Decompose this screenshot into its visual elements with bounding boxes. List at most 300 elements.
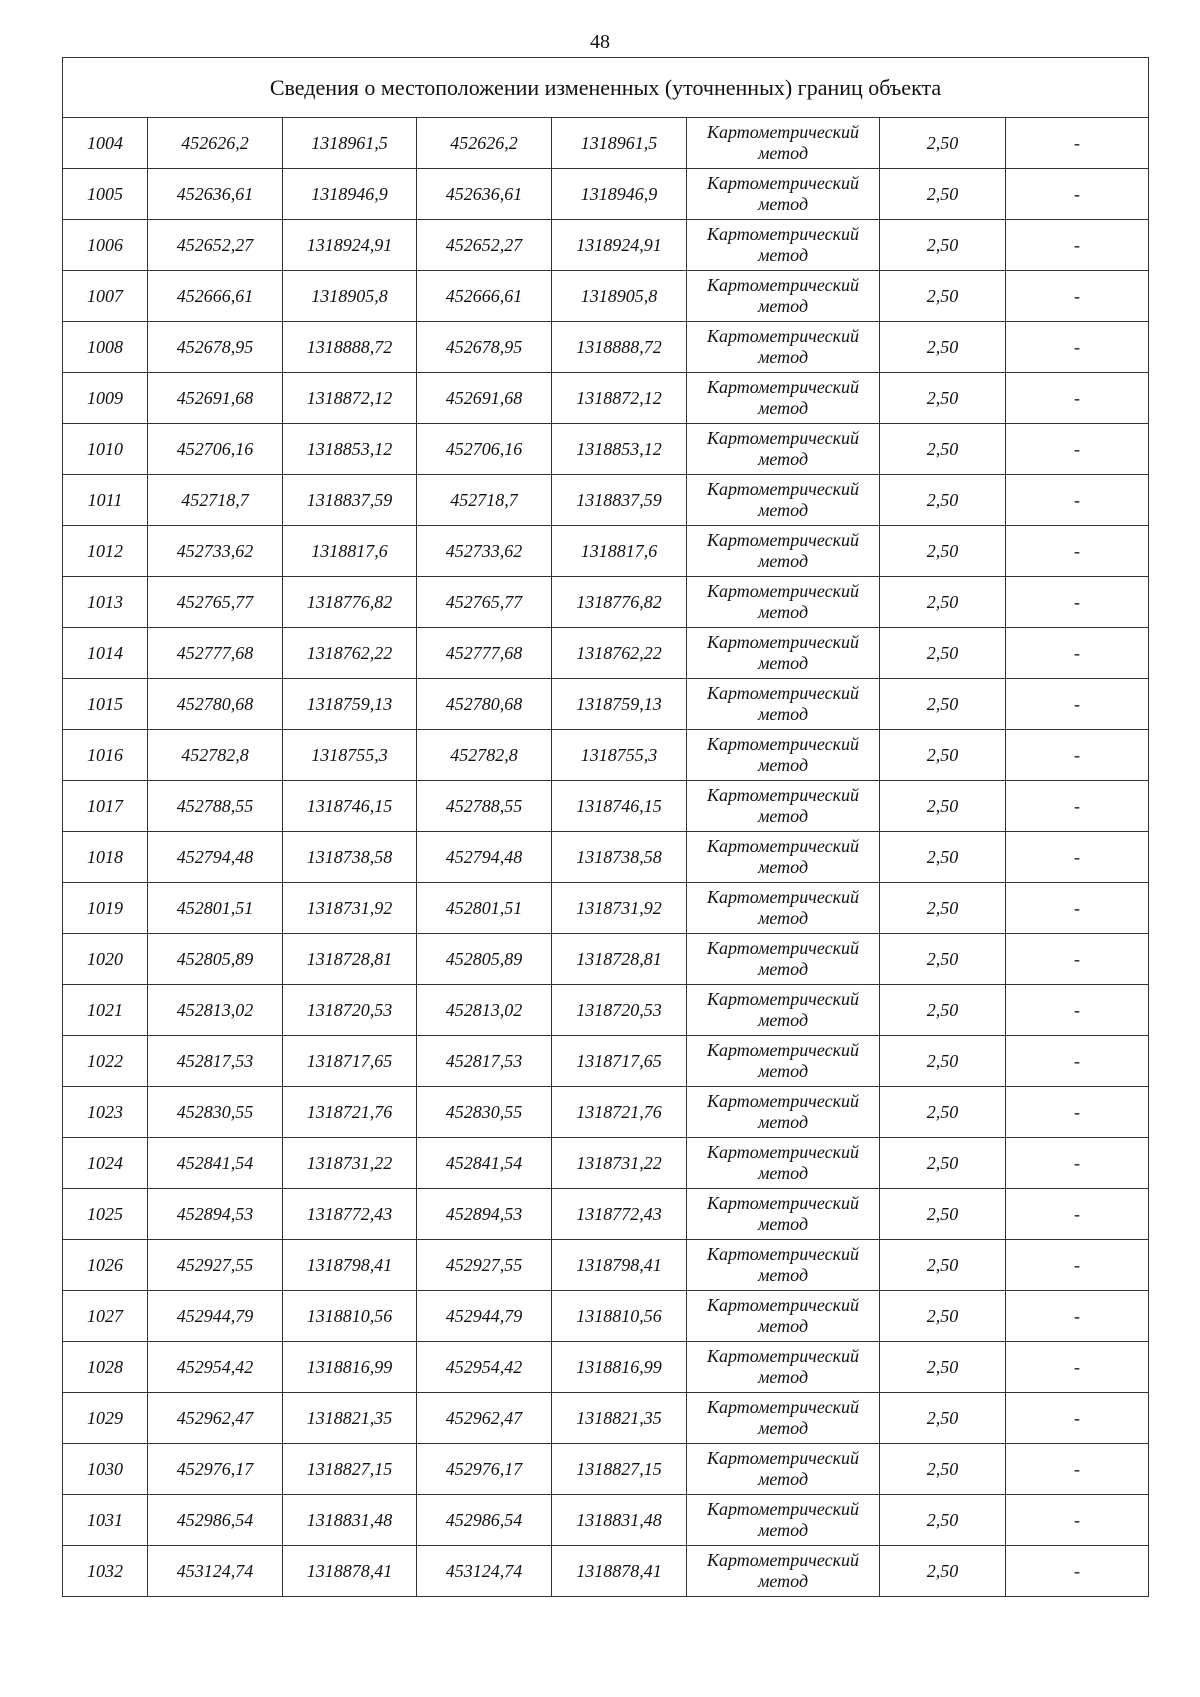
accuracy-cell: 2,50: [880, 679, 1006, 730]
y-new-cell: 1318946,9: [552, 169, 687, 220]
table-row: [63, 1138, 1149, 1189]
y-old-cell: 1318888,72: [283, 322, 417, 373]
x-old-cell: 452986,54: [148, 1495, 283, 1546]
x-new-cell: 452780,68: [417, 679, 552, 730]
x-old-cell: 452962,47: [148, 1393, 283, 1444]
y-old-cell: 1318720,53: [283, 985, 417, 1036]
method-cell: [687, 1495, 880, 1546]
point-number-cell: 1005: [63, 169, 148, 220]
table-row: [63, 1291, 1149, 1342]
method-cell: [687, 1546, 880, 1597]
x-old-cell: 452894,53: [148, 1189, 283, 1240]
table-row: [63, 781, 1149, 832]
x-old-cell: 452801,51: [148, 883, 283, 934]
y-old-cell: 1318817,6: [283, 526, 417, 577]
accuracy-cell: 2,50: [880, 832, 1006, 883]
table-row: [63, 424, 1149, 475]
note-cell: -: [1006, 1546, 1149, 1597]
method-cell: [687, 985, 880, 1036]
method-cell: [687, 883, 880, 934]
note-cell: -: [1006, 1444, 1149, 1495]
method-line-1: Картометрический: [706, 989, 859, 1009]
method-line-1: Картометрический: [706, 122, 859, 142]
x-new-cell: 452678,95: [417, 322, 552, 373]
method-cell: [687, 1444, 880, 1495]
method-cell: [687, 730, 880, 781]
point-number-cell: 1020: [63, 934, 148, 985]
note-cell: -: [1006, 1240, 1149, 1291]
method-line-2: метод: [757, 704, 809, 724]
x-new-cell: 452733,62: [417, 526, 552, 577]
accuracy-cell: 2,50: [880, 1495, 1006, 1546]
x-new-cell: 452782,8: [417, 730, 552, 781]
note-cell: -: [1006, 1087, 1149, 1138]
method-line-2: метод: [757, 1571, 809, 1591]
x-new-cell: 452636,61: [417, 169, 552, 220]
table-row: [63, 730, 1149, 781]
table-row: [63, 1087, 1149, 1138]
y-new-cell: 1318720,53: [552, 985, 687, 1036]
note-cell: -: [1006, 1138, 1149, 1189]
method-line-2: метод: [757, 653, 809, 673]
table-title: Сведения о местоположении измененных (уточненных) границ объекта: [63, 58, 1149, 118]
point-number-cell: 1022: [63, 1036, 148, 1087]
point-number-cell: 1008: [63, 322, 148, 373]
method-cell: [687, 373, 880, 424]
method-line-2: метод: [757, 806, 809, 826]
y-old-cell: 1318776,82: [283, 577, 417, 628]
method-line-1: Картометрический: [706, 1244, 859, 1264]
method-line-1: Картометрический: [706, 785, 859, 805]
x-old-cell: 452706,16: [148, 424, 283, 475]
table-row: [63, 526, 1149, 577]
y-old-cell: 1318717,65: [283, 1036, 417, 1087]
x-new-cell: 452691,68: [417, 373, 552, 424]
x-new-cell: 452927,55: [417, 1240, 552, 1291]
x-old-cell: 452805,89: [148, 934, 283, 985]
x-new-cell: 452976,17: [417, 1444, 552, 1495]
y-new-cell: 1318872,12: [552, 373, 687, 424]
method-line-1: Картометрический: [706, 530, 859, 550]
note-cell: -: [1006, 169, 1149, 220]
point-number-cell: 1007: [63, 271, 148, 322]
point-number-cell: 1019: [63, 883, 148, 934]
method-line-1: Картометрический: [706, 581, 859, 601]
method-line-2: метод: [757, 143, 809, 163]
point-number-cell: 1026: [63, 1240, 148, 1291]
accuracy-cell: 2,50: [880, 526, 1006, 577]
y-new-cell: 1318837,59: [552, 475, 687, 526]
method-line-1: Картометрический: [706, 1295, 859, 1315]
table-row: [63, 1444, 1149, 1495]
x-old-cell: 452777,68: [148, 628, 283, 679]
accuracy-cell: 2,50: [880, 934, 1006, 985]
x-old-cell: 452788,55: [148, 781, 283, 832]
y-new-cell: 1318728,81: [552, 934, 687, 985]
point-number-cell: 1028: [63, 1342, 148, 1393]
method-cell: [687, 1189, 880, 1240]
y-new-cell: 1318817,6: [552, 526, 687, 577]
point-number-cell: 1029: [63, 1393, 148, 1444]
x-new-cell: 452666,61: [417, 271, 552, 322]
method-cell: [687, 832, 880, 883]
y-new-cell: 1318924,91: [552, 220, 687, 271]
y-old-cell: 1318798,41: [283, 1240, 417, 1291]
y-old-cell: 1318878,41: [283, 1546, 417, 1597]
table-header-row: [63, 58, 1149, 118]
x-new-cell: 452788,55: [417, 781, 552, 832]
x-new-cell: 452954,42: [417, 1342, 552, 1393]
method-line-1: Картометрический: [706, 1499, 859, 1519]
x-old-cell: 452652,27: [148, 220, 283, 271]
note-cell: -: [1006, 1495, 1149, 1546]
method-line-1: Картометрический: [706, 632, 859, 652]
note-cell: -: [1006, 1393, 1149, 1444]
table-row: [63, 934, 1149, 985]
y-new-cell: 1318905,8: [552, 271, 687, 322]
note-cell: -: [1006, 322, 1149, 373]
note-cell: -: [1006, 373, 1149, 424]
point-number-cell: 1011: [63, 475, 148, 526]
table-row: [63, 1240, 1149, 1291]
note-cell: -: [1006, 118, 1149, 169]
accuracy-cell: 2,50: [880, 373, 1006, 424]
point-number-cell: 1012: [63, 526, 148, 577]
accuracy-cell: 2,50: [880, 1291, 1006, 1342]
method-line-2: метод: [757, 1520, 809, 1540]
method-line-1: Картометрический: [706, 887, 859, 907]
method-line-1: Картометрический: [706, 734, 859, 754]
point-number-cell: 1017: [63, 781, 148, 832]
note-cell: -: [1006, 832, 1149, 883]
y-new-cell: 1318831,48: [552, 1495, 687, 1546]
y-new-cell: 1318721,76: [552, 1087, 687, 1138]
note-cell: -: [1006, 1291, 1149, 1342]
x-new-cell: 453124,74: [417, 1546, 552, 1597]
accuracy-cell: 2,50: [880, 1444, 1006, 1495]
method-line-2: метод: [757, 1112, 809, 1132]
y-new-cell: 1318888,72: [552, 322, 687, 373]
note-cell: -: [1006, 577, 1149, 628]
note-cell: -: [1006, 985, 1149, 1036]
note-cell: -: [1006, 526, 1149, 577]
method-cell: [687, 526, 880, 577]
accuracy-cell: 2,50: [880, 628, 1006, 679]
note-cell: -: [1006, 475, 1149, 526]
method-line-1: Картометрический: [706, 938, 859, 958]
note-cell: -: [1006, 1036, 1149, 1087]
y-old-cell: 1318827,15: [283, 1444, 417, 1495]
method-line-2: метод: [757, 551, 809, 571]
x-new-cell: 452765,77: [417, 577, 552, 628]
method-line-2: метод: [757, 1469, 809, 1489]
table-row: [63, 628, 1149, 679]
method-cell: [687, 1291, 880, 1342]
y-old-cell: 1318738,58: [283, 832, 417, 883]
table-row: [63, 883, 1149, 934]
y-old-cell: 1318772,43: [283, 1189, 417, 1240]
method-cell: [687, 220, 880, 271]
y-new-cell: 1318717,65: [552, 1036, 687, 1087]
accuracy-cell: 2,50: [880, 1036, 1006, 1087]
table-row: [63, 1189, 1149, 1240]
x-new-cell: 452718,7: [417, 475, 552, 526]
x-new-cell: 452794,48: [417, 832, 552, 883]
accuracy-cell: 2,50: [880, 985, 1006, 1036]
method-cell: [687, 577, 880, 628]
accuracy-cell: 2,50: [880, 424, 1006, 475]
x-new-cell: 452626,2: [417, 118, 552, 169]
table-row: [63, 1342, 1149, 1393]
accuracy-cell: 2,50: [880, 118, 1006, 169]
point-number-cell: 1016: [63, 730, 148, 781]
y-old-cell: 1318853,12: [283, 424, 417, 475]
accuracy-cell: 2,50: [880, 1393, 1006, 1444]
x-old-cell: 452976,17: [148, 1444, 283, 1495]
point-number-cell: 1010: [63, 424, 148, 475]
x-old-cell: 452954,42: [148, 1342, 283, 1393]
x-old-cell: 452794,48: [148, 832, 283, 883]
page-number: 48: [590, 31, 610, 53]
accuracy-cell: 2,50: [880, 1342, 1006, 1393]
x-new-cell: 452777,68: [417, 628, 552, 679]
y-new-cell: 1318878,41: [552, 1546, 687, 1597]
table-row: [63, 271, 1149, 322]
accuracy-cell: 2,50: [880, 220, 1006, 271]
method-line-2: метод: [757, 1367, 809, 1387]
y-new-cell: 1318816,99: [552, 1342, 687, 1393]
accuracy-cell: 2,50: [880, 322, 1006, 373]
point-number-cell: 1006: [63, 220, 148, 271]
table-row: [63, 1393, 1149, 1444]
method-cell: [687, 424, 880, 475]
x-new-cell: 452813,02: [417, 985, 552, 1036]
table-row: [63, 577, 1149, 628]
y-old-cell: 1318837,59: [283, 475, 417, 526]
point-number-cell: 1023: [63, 1087, 148, 1138]
y-old-cell: 1318762,22: [283, 628, 417, 679]
note-cell: -: [1006, 883, 1149, 934]
x-old-cell: 452718,7: [148, 475, 283, 526]
method-line-2: метод: [757, 755, 809, 775]
method-line-1: Картометрический: [706, 1448, 859, 1468]
x-old-cell: 452830,55: [148, 1087, 283, 1138]
method-line-2: метод: [757, 194, 809, 214]
x-new-cell: 452944,79: [417, 1291, 552, 1342]
method-line-1: Картометрический: [706, 326, 859, 346]
method-line-2: метод: [757, 500, 809, 520]
y-old-cell: 1318728,81: [283, 934, 417, 985]
y-new-cell: 1318731,22: [552, 1138, 687, 1189]
table-row: [63, 1546, 1149, 1597]
table-row: [63, 1495, 1149, 1546]
y-new-cell: 1318961,5: [552, 118, 687, 169]
accuracy-cell: 2,50: [880, 1087, 1006, 1138]
table-row: [63, 832, 1149, 883]
method-line-1: Картометрический: [706, 1550, 859, 1570]
point-number-cell: 1021: [63, 985, 148, 1036]
point-number-cell: 1024: [63, 1138, 148, 1189]
method-line-2: метод: [757, 602, 809, 622]
table-row: [63, 220, 1149, 271]
method-line-1: Картометрический: [706, 1346, 859, 1366]
method-cell: [687, 1393, 880, 1444]
note-cell: -: [1006, 1342, 1149, 1393]
y-new-cell: 1318827,15: [552, 1444, 687, 1495]
method-cell: [687, 169, 880, 220]
x-old-cell: 452666,61: [148, 271, 283, 322]
method-cell: [687, 1138, 880, 1189]
y-old-cell: 1318831,48: [283, 1495, 417, 1546]
x-old-cell: 452927,55: [148, 1240, 283, 1291]
point-number-cell: 1031: [63, 1495, 148, 1546]
method-cell: [687, 118, 880, 169]
point-number-cell: 1009: [63, 373, 148, 424]
point-number-cell: 1027: [63, 1291, 148, 1342]
x-old-cell: 452626,2: [148, 118, 283, 169]
method-line-2: метод: [757, 347, 809, 367]
x-old-cell: 452817,53: [148, 1036, 283, 1087]
table-row: [63, 118, 1149, 169]
x-old-cell: 452944,79: [148, 1291, 283, 1342]
y-old-cell: 1318731,92: [283, 883, 417, 934]
method-line-2: метод: [757, 1010, 809, 1030]
accuracy-cell: 2,50: [880, 781, 1006, 832]
x-new-cell: 452801,51: [417, 883, 552, 934]
method-cell: [687, 1036, 880, 1087]
method-cell: [687, 628, 880, 679]
y-new-cell: 1318746,15: [552, 781, 687, 832]
x-new-cell: 452962,47: [417, 1393, 552, 1444]
note-cell: -: [1006, 271, 1149, 322]
table-row: [63, 169, 1149, 220]
point-number-cell: 1032: [63, 1546, 148, 1597]
method-line-1: Картометрический: [706, 1091, 859, 1111]
method-line-1: Картометрический: [706, 836, 859, 856]
x-new-cell: 452841,54: [417, 1138, 552, 1189]
method-line-1: Картометрический: [706, 428, 859, 448]
y-new-cell: 1318738,58: [552, 832, 687, 883]
x-new-cell: 452652,27: [417, 220, 552, 271]
method-line-1: Картометрический: [706, 224, 859, 244]
method-line-2: метод: [757, 1265, 809, 1285]
x-old-cell: 452733,62: [148, 526, 283, 577]
method-cell: [687, 475, 880, 526]
accuracy-cell: 2,50: [880, 730, 1006, 781]
table-row: [63, 373, 1149, 424]
note-cell: -: [1006, 220, 1149, 271]
accuracy-cell: 2,50: [880, 271, 1006, 322]
method-line-2: метод: [757, 857, 809, 877]
note-cell: -: [1006, 781, 1149, 832]
x-old-cell: 452678,95: [148, 322, 283, 373]
method-line-1: Картометрический: [706, 683, 859, 703]
y-new-cell: 1318853,12: [552, 424, 687, 475]
y-new-cell: 1318772,43: [552, 1189, 687, 1240]
y-new-cell: 1318821,35: [552, 1393, 687, 1444]
point-number-cell: 1030: [63, 1444, 148, 1495]
method-cell: [687, 271, 880, 322]
method-line-2: метод: [757, 1214, 809, 1234]
y-old-cell: 1318872,12: [283, 373, 417, 424]
method-line-2: метод: [757, 296, 809, 316]
y-new-cell: 1318762,22: [552, 628, 687, 679]
table-row: [63, 1036, 1149, 1087]
accuracy-cell: 2,50: [880, 475, 1006, 526]
accuracy-cell: 2,50: [880, 1189, 1006, 1240]
y-old-cell: 1318924,91: [283, 220, 417, 271]
point-number-cell: 1013: [63, 577, 148, 628]
x-new-cell: 452706,16: [417, 424, 552, 475]
y-new-cell: 1318798,41: [552, 1240, 687, 1291]
y-old-cell: 1318905,8: [283, 271, 417, 322]
method-line-2: метод: [757, 1316, 809, 1336]
x-old-cell: 452691,68: [148, 373, 283, 424]
accuracy-cell: 2,50: [880, 1546, 1006, 1597]
method-line-1: Картометрический: [706, 377, 859, 397]
method-cell: [687, 322, 880, 373]
method-line-1: Картометрический: [706, 1193, 859, 1213]
method-line-1: Картометрический: [706, 1142, 859, 1162]
method-cell: [687, 679, 880, 730]
y-old-cell: 1318731,22: [283, 1138, 417, 1189]
method-line-2: метод: [757, 1418, 809, 1438]
x-new-cell: 452805,89: [417, 934, 552, 985]
boundary-coordinates-table: [62, 57, 1149, 1597]
table-body: [63, 118, 1149, 1597]
method-line-1: Картометрический: [706, 1040, 859, 1060]
point-number-cell: 1025: [63, 1189, 148, 1240]
x-old-cell: 452813,02: [148, 985, 283, 1036]
method-cell: [687, 1240, 880, 1291]
note-cell: -: [1006, 628, 1149, 679]
accuracy-cell: 2,50: [880, 169, 1006, 220]
x-old-cell: 452636,61: [148, 169, 283, 220]
y-old-cell: 1318810,56: [283, 1291, 417, 1342]
y-old-cell: 1318961,5: [283, 118, 417, 169]
y-old-cell: 1318721,76: [283, 1087, 417, 1138]
y-new-cell: 1318755,3: [552, 730, 687, 781]
x-old-cell: 452780,68: [148, 679, 283, 730]
x-new-cell: 452986,54: [417, 1495, 552, 1546]
note-cell: -: [1006, 730, 1149, 781]
accuracy-cell: 2,50: [880, 883, 1006, 934]
point-number-cell: 1004: [63, 118, 148, 169]
x-new-cell: 452894,53: [417, 1189, 552, 1240]
boundary-table-container: [62, 57, 1148, 1597]
x-old-cell: 452782,8: [148, 730, 283, 781]
table-row: [63, 475, 1149, 526]
note-cell: -: [1006, 934, 1149, 985]
y-old-cell: 1318755,3: [283, 730, 417, 781]
point-number-cell: 1015: [63, 679, 148, 730]
x-old-cell: 453124,74: [148, 1546, 283, 1597]
note-cell: -: [1006, 1189, 1149, 1240]
method-line-2: метод: [757, 908, 809, 928]
method-cell: [687, 781, 880, 832]
accuracy-cell: 2,50: [880, 1138, 1006, 1189]
method-line-2: метод: [757, 398, 809, 418]
table-row: [63, 985, 1149, 1036]
point-number-cell: 1014: [63, 628, 148, 679]
x-new-cell: 452830,55: [417, 1087, 552, 1138]
point-number-cell: 1018: [63, 832, 148, 883]
method-line-1: Картометрический: [706, 275, 859, 295]
x-old-cell: 452765,77: [148, 577, 283, 628]
table-row: [63, 322, 1149, 373]
accuracy-cell: 2,50: [880, 1240, 1006, 1291]
y-old-cell: 1318746,15: [283, 781, 417, 832]
